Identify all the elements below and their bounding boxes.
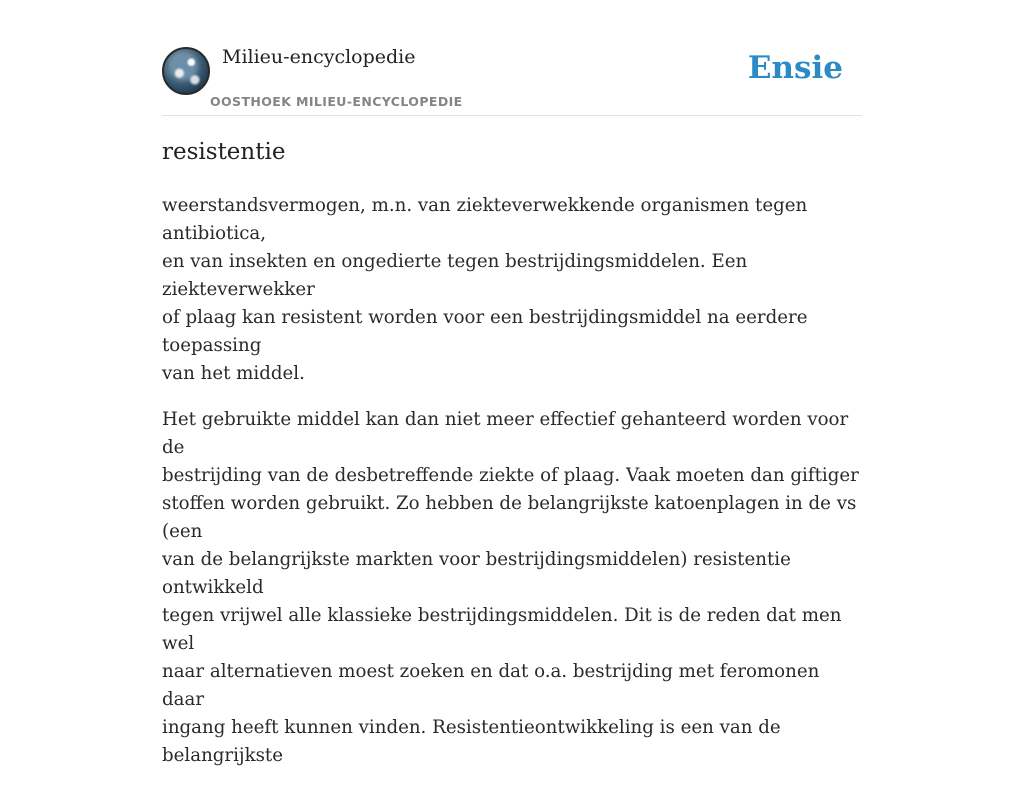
site-title-link[interactable]: Milieu-encyclopedie (222, 46, 416, 68)
site-header (162, 0, 862, 116)
page-title: resistentie (162, 139, 286, 165)
brand-logo-link[interactable]: Ensie (747, 50, 843, 86)
article-paragraph: Het gebruikte middel kan dan niet meer effectief gehanteerd worden voor de bestrijding van de desbetreffende ziekte of plaag. Vaak moeten dan giftiger stoffen worden gebruikt. Zo hebben de belangrijkste katoenplagen in de vs (een van de belangrijkste markten voor bestrijdingsmiddelen) resistentie ontwikkeld tegen vrijwel alle klassieke bestrijdingsmiddelen. Dit is de reden dat men wel naar alternatieven moest zoeken en dat o.a. bestrijding met feromonen daar ingang heeft kunnen vinden. Resistentieontwikkeling is een van de belangrijkste (162, 409, 859, 766)
earth-globe-icon[interactable] (162, 47, 210, 95)
article-body (162, 192, 862, 788)
article-paragraph: weerstandsvermogen, m.n. van ziekteverwekkende organismen tegen antibiotica, en van insekten en ongedierte tegen bestrijdingsmiddelen. Een ziekteverwekker of plaag kan resistent worden voor een bestrijdingsmiddel na eerdere toepassing van het middel. (162, 195, 808, 384)
content-container (162, 0, 862, 766)
site-subtitle: OOSTHOEK MILIEU-ENCYCLOPEDIE (210, 94, 463, 109)
